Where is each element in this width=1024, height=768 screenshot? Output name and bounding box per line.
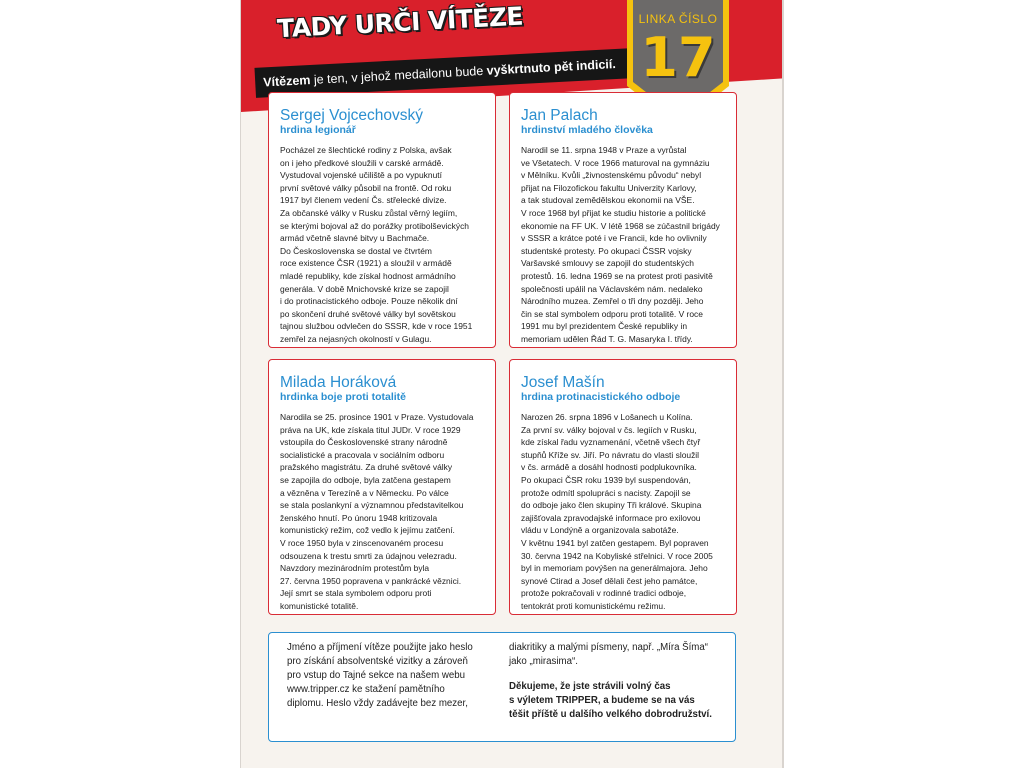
card-line: memoriam udělen Řád T. G. Masaryka I. třídy. xyxy=(521,333,693,344)
card-body xyxy=(280,144,485,346)
card-line: vládu v Londýně a organizovala sabotáže. xyxy=(521,525,679,536)
card-subtitle: hrdinka boje proti totalitě xyxy=(280,391,407,403)
card-line: komunistický režim, což vedlo k jejímu zatčení. xyxy=(280,525,455,536)
card-line: první světové války působil na frontě. Od roku xyxy=(280,182,452,193)
card-line: V květnu 1941 byl zatčen gestapem. Byl popraven xyxy=(521,537,709,548)
info-right-column xyxy=(509,641,712,722)
card-line: Narodila se 25. prosince 1901 v Praze. Vystudovala xyxy=(280,412,474,422)
card-line: po skončení druhé světové války byl sovětskou xyxy=(280,308,456,319)
card-line: 1991 mu byl prezidentem České republiky in xyxy=(521,321,688,332)
card-line: čin se stal symbolem odporu proti totalitě. V roce xyxy=(521,308,703,319)
card-line: Varšavské smlouvy se zapojil do studentských xyxy=(521,258,694,269)
info-line: diplomu. Heslo vždy zadávejte bez mezer, xyxy=(287,698,468,709)
card-line: Pocházel ze šlechtické rodiny z Polska, avšak xyxy=(280,145,452,155)
card-body xyxy=(521,411,726,613)
card-body xyxy=(280,411,485,613)
card-line: 27. června 1950 popravena v pankrácké věznici. xyxy=(280,575,462,586)
card-name: Josef Mašín xyxy=(521,374,605,391)
banner-bold-end: vyškrtnuto pět indicií. xyxy=(486,57,617,78)
card-line: zemřel za nejasných okolností v Gulagu. xyxy=(280,333,432,344)
card-name: Sergej Vojcechovský xyxy=(280,107,424,124)
card-line: mladé republiky, kde získal hodnost armádního xyxy=(280,270,456,281)
card-line: Po okupaci ČSR roku 1939 byl suspendován, xyxy=(521,474,691,485)
card-line: se zapojila do odboje, byla zatčena gestapem xyxy=(280,474,451,485)
card-line: roce existence ČSR (1921) a sloužil v armádě xyxy=(280,258,452,269)
card-line: Navzdory mezinárodním protestům byla xyxy=(280,563,430,574)
card-line: Národního muzea. Zemřel o tři dny později. Jeho xyxy=(521,296,704,307)
info-box xyxy=(268,632,736,742)
card-line: i do protinacistického odboje. Pouze několik dní xyxy=(280,296,458,307)
card-line: socialistické a pracovala v sociálním odboru xyxy=(280,449,445,460)
card-line: V roce 1950 byla v zinscenovaném procesu xyxy=(280,537,444,548)
card-line: tajnou službou odvlečen do SSSR, kde v roce 1951 xyxy=(280,321,473,332)
card-line: ženského hnutí. Po únoru 1948 kritizovala xyxy=(280,512,438,523)
card-line: Její smrt se stala symbolem odporu proti xyxy=(280,588,432,599)
card-line: 30. června 1942 na Kobyliské střelnici. V roce 2005 xyxy=(521,550,713,561)
card-line: do odboje jako člen skupiny Tři králové. Skupina xyxy=(521,500,702,511)
card-line: pražského magistrátu. Za druhé světové války xyxy=(280,462,453,473)
card-line: se stala poslankyní a významnou představitelkou xyxy=(280,500,464,511)
card-line: synové Ctirad a Josef dělali čest jeho památce, xyxy=(521,575,698,586)
card-subtitle: hrdina legionář xyxy=(280,124,356,136)
info-line: www.tripper.cz ke stažení pamětního xyxy=(287,684,445,695)
card-line: společnosti upálil na Václavském nám. nedaleko xyxy=(521,283,703,294)
thanks-line: s výletem TRIPPER, a budeme se na vás xyxy=(509,695,695,706)
card-line: 1917 byl členem vedení Čs. střelecké divize. xyxy=(280,195,447,206)
card-line: protestů. 16. ledna 1969 se na protest proti pasivitě xyxy=(521,270,713,281)
card-vojcechovsky xyxy=(268,92,496,348)
card-line: přijat na Filozofickou fakultu Univerzity Karlovy, xyxy=(521,182,697,193)
document-page xyxy=(241,0,783,768)
card-line: V roce 1968 byl přijat ke studiu historie a politické xyxy=(521,207,706,218)
card-line: Do Československa se dostal ve čtvrtém xyxy=(280,245,432,256)
thanks-line: Děkujeme, že jste strávili volný čas xyxy=(509,681,671,692)
card-line: Za občanské války v Rusku zůstal věrný legiím, xyxy=(280,207,458,218)
page-title: TADY URČI VÍTĚZE xyxy=(276,1,524,44)
card-line: Narozen 26. srpna 1896 v Lošanech u Kolína. xyxy=(521,412,693,422)
banner-text: je ten, v jehož medailonu bude xyxy=(310,63,488,87)
page-edge-right xyxy=(782,0,784,768)
card-subtitle: hrdinství mladého člověka xyxy=(521,124,653,136)
card-line: Narodil se 11. srpna 1948 v Praze a vyrůstal xyxy=(521,145,687,155)
card-line: a tak studoval zemědělskou ekonomii na VŠE. xyxy=(521,195,695,206)
badge-label: LINKA ČÍSLO xyxy=(638,12,718,26)
card-line: odsouzena k trestu smrti za údajnou velezradu. xyxy=(280,550,457,561)
card-line: Vystudoval vojenské učiliště a po vypuknutí xyxy=(280,170,442,181)
info-left-column xyxy=(287,641,473,711)
card-line: protože pokračovali v rodinné tradici odboje, xyxy=(521,588,687,599)
card-line: studentské protesty. Po okupaci ČSSR vojsky xyxy=(521,245,692,256)
card-palach xyxy=(509,92,737,348)
card-body xyxy=(521,144,726,346)
card-line: v Mělníku. Kvůli „živnostenskému původu“ nebyl xyxy=(521,170,702,181)
thanks-line: těšit příště u dalšího velkého dobrodružství. xyxy=(509,709,712,720)
card-line: se kterými bojoval až do porážky protibolševických xyxy=(280,220,469,231)
info-line: diakritiky a malými písmeny, např. „Míra Šíma“ xyxy=(509,642,708,653)
card-line: armád včetně slavné bitvy u Bachmače. xyxy=(280,233,430,244)
banner-bold-start: Vítězem xyxy=(262,73,311,90)
card-line: byl in memoriam povýšen na generálmajora. Jeho xyxy=(521,563,708,574)
card-line: on i jeho předkové sloužili v carské armádě. xyxy=(280,157,444,168)
info-line: pro získání absolventské vizitky a zároveň xyxy=(287,656,468,667)
card-line: komunistické totalitě. xyxy=(280,600,359,611)
card-line: zajišťovala zpravodajské informace pro exilovou xyxy=(521,512,701,523)
card-line: kde získal řadu vyznamenání, včetně všech čtyř xyxy=(521,437,701,448)
card-line: generála. V době Mnichovské krize se zapojil xyxy=(280,283,449,294)
card-name: Jan Palach xyxy=(521,107,598,124)
card-name: Milada Horáková xyxy=(280,374,397,391)
card-line: ve Všetatech. V roce 1966 maturoval na gymnáziu xyxy=(521,157,710,168)
card-line: protože odmítl spolupráci s nacisty. Zapojil se xyxy=(521,487,691,498)
card-line: ekonomie na FF UK. V létě 1968 se zúčastnil brigády xyxy=(521,220,720,231)
card-line: stupňů Kříže sv. Jiří. Po návratu do vlasti sloužil xyxy=(521,449,700,460)
card-line: práva na UK, kde získala titul JUDr. V roce 1929 xyxy=(280,424,461,435)
badge-number: 17 xyxy=(640,26,716,89)
card-line: Za první sv. války bojoval v čs. legiích v Rusku, xyxy=(521,424,697,435)
card-line: v SSSR a krátce poté i ve Francii, kde ho ovlivnily xyxy=(521,233,707,244)
card-line: v čs. armádě a dosáhl hodnosti podplukovníka. xyxy=(521,462,697,473)
card-line: a vězněna v Terezíně a v Německu. Po válce xyxy=(280,487,449,498)
info-line: jako „mirasima“. xyxy=(509,656,578,667)
card-line: tentokrát proti komunistickému režimu. xyxy=(521,600,666,611)
thanks-text xyxy=(509,680,712,722)
card-line: vstoupila do Československé strany národně xyxy=(280,437,448,448)
card-subtitle: hrdina protinacistického odboje xyxy=(521,391,681,403)
info-line: pro vstup do Tajné sekce na našem webu xyxy=(287,670,466,681)
card-masin xyxy=(509,359,737,615)
card-horakova xyxy=(268,359,496,615)
info-line: Jméno a příjmení vítěze použijte jako heslo xyxy=(287,642,473,653)
